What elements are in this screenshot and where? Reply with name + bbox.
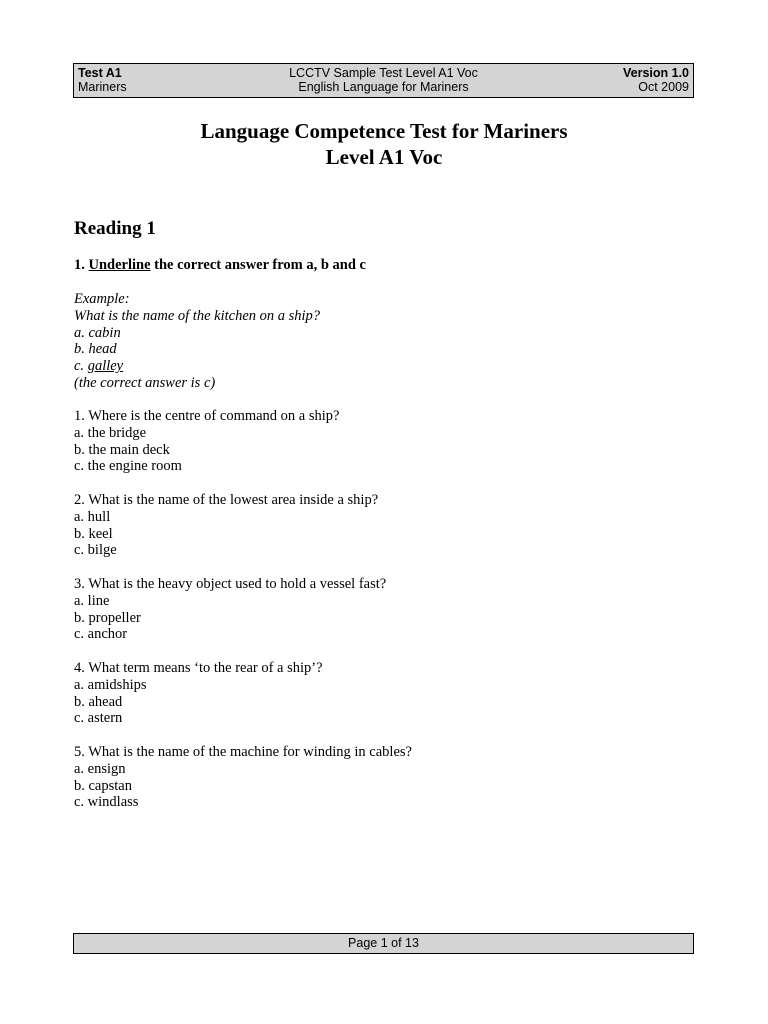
question-block — [74, 576, 386, 643]
question-block — [74, 492, 378, 559]
question-text: 1. Where is the centre of command on a ship? — [74, 408, 340, 424]
option-a[interactable]: a. the bridge — [74, 424, 147, 441]
question-text: 3. What is the heavy object used to hold a vessel fast? — [74, 576, 387, 592]
header-center — [74, 66, 693, 94]
instruction-text: the correct answer from a, b and c — [154, 257, 366, 273]
header-version: Version 1.0 — [622, 66, 689, 80]
option-a[interactable]: a. ensign — [74, 760, 126, 777]
instruction — [74, 257, 366, 274]
option-b[interactable]: b. ahead — [74, 693, 123, 710]
option-a[interactable]: a. line — [74, 592, 110, 609]
page-header — [73, 63, 694, 98]
example-option-c-prefix: c. — [74, 358, 85, 375]
example-note: (the correct answer is c) — [74, 374, 216, 391]
page-number: Page 1 of 13 — [348, 936, 419, 950]
option-c[interactable]: c. anchor — [74, 626, 128, 643]
example-option-c — [74, 358, 320, 375]
instruction-number: 1. — [74, 257, 85, 273]
example-option-a: a. cabin — [74, 324, 121, 341]
header-right — [623, 66, 689, 94]
option-a[interactable]: a. hull — [74, 508, 111, 525]
header-test-name: LCCTV Sample Test Level A1 Voc — [289, 66, 478, 80]
option-c[interactable]: c. the engine room — [74, 458, 182, 475]
option-b[interactable]: b. capstan — [74, 777, 132, 794]
example-correct-answer: galley — [87, 358, 124, 375]
option-a[interactable]: a. amidships — [74, 676, 147, 693]
option-c[interactable]: c. windlass — [74, 794, 139, 811]
document-title-line2: Level A1 Voc — [325, 145, 443, 169]
question-text: 5. What is the name of the machine for winding in cables? — [74, 744, 412, 760]
option-b[interactable]: b. propeller — [74, 609, 141, 626]
question-text: 2. What is the name of the lowest area inside a ship? — [74, 492, 379, 508]
example-block — [74, 291, 320, 392]
question-block — [74, 408, 339, 475]
header-test-id: Test A1 — [78, 66, 122, 80]
header-audience: Mariners — [78, 80, 127, 94]
option-c[interactable]: c. bilge — [74, 542, 117, 559]
example-label: Example: — [74, 291, 130, 307]
header-date: Oct 2009 — [638, 80, 689, 94]
example-question: What is the name of the kitchen on a ship? — [74, 307, 321, 324]
option-b[interactable]: b. the main deck — [74, 441, 170, 458]
option-c[interactable]: c. astern — [74, 710, 123, 727]
document-title — [0, 118, 768, 170]
instruction-underlined-word: Underline — [88, 257, 151, 273]
example-option-b: b. head — [74, 341, 117, 358]
option-b[interactable]: b. keel — [74, 525, 113, 542]
header-subject: English Language for Mariners — [298, 80, 469, 94]
question-block — [74, 744, 412, 811]
document-title-line1: Language Competence Test for Mariners — [200, 119, 568, 143]
section-heading: Reading 1 — [74, 218, 156, 239]
page-footer — [73, 933, 694, 954]
question-text: 4. What term means ‘to the rear of a ship’? — [74, 660, 323, 676]
question-block — [74, 660, 323, 727]
